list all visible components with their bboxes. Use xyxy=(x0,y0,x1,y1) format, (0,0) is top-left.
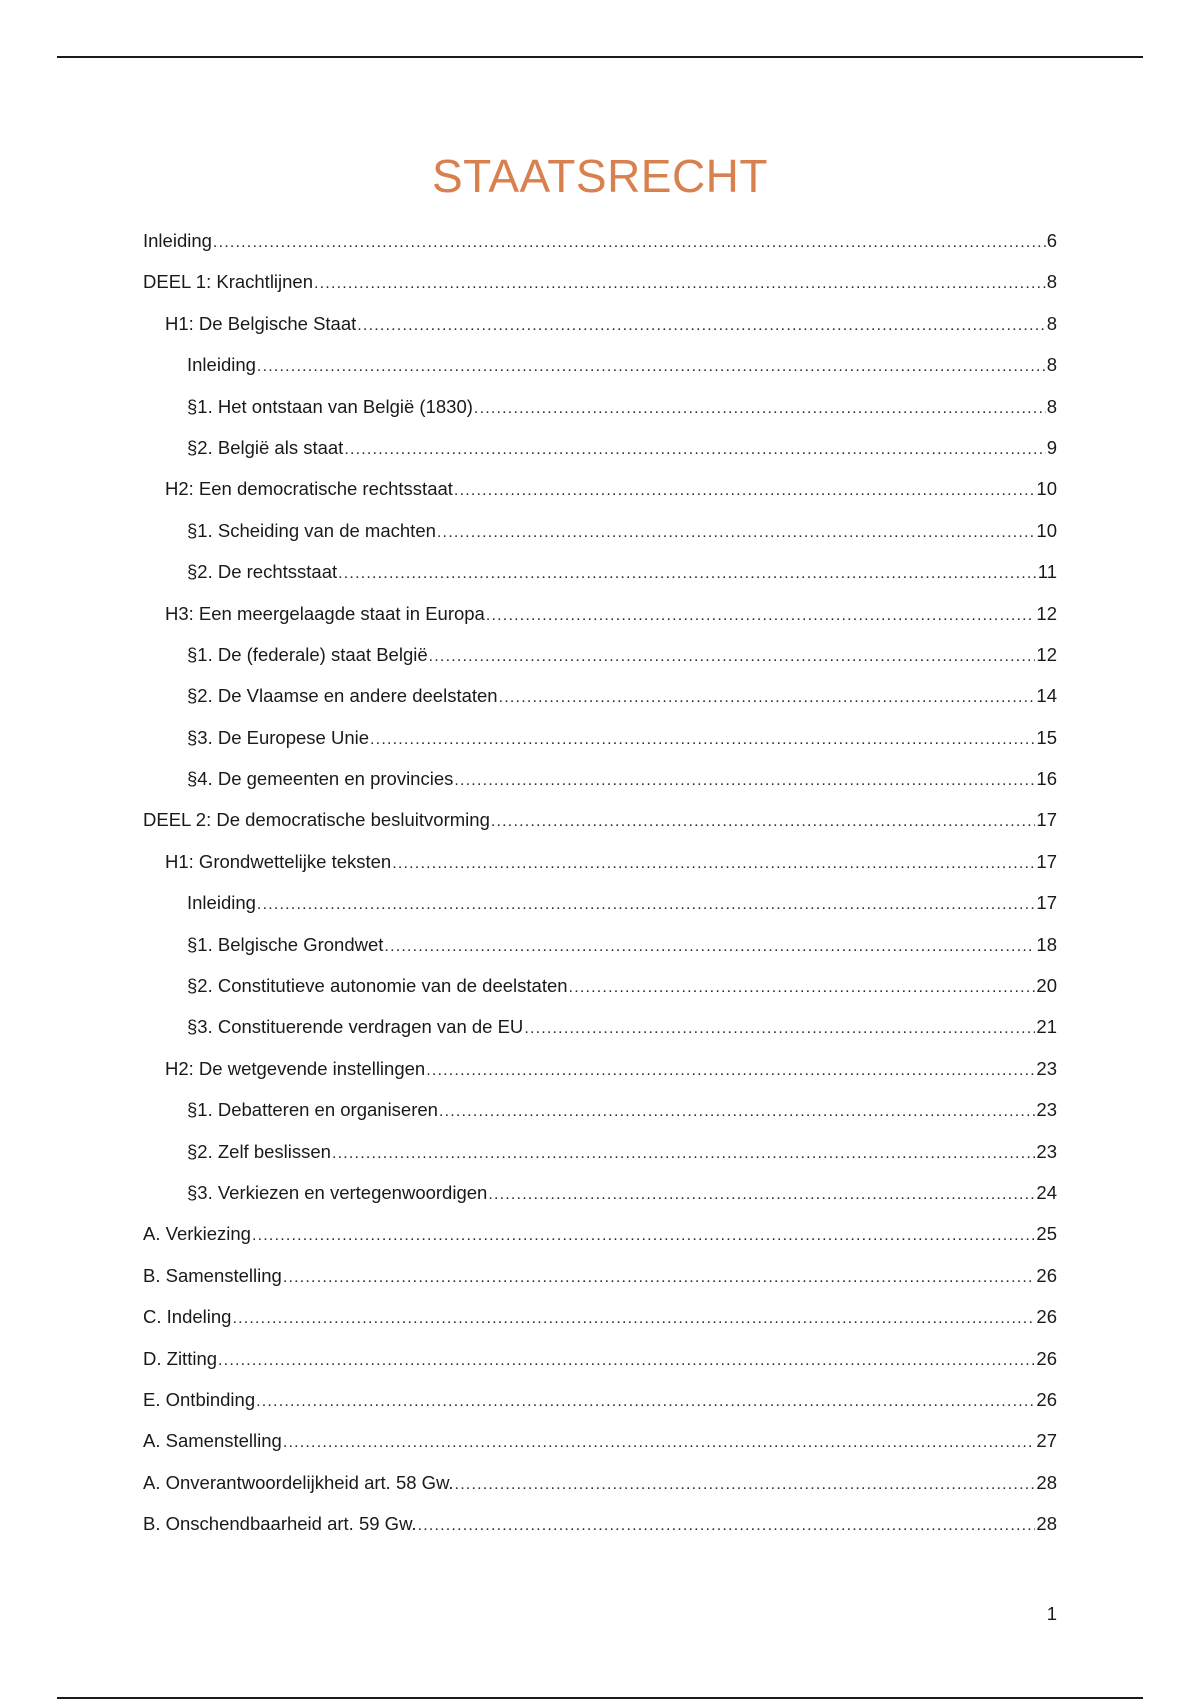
toc-entry-page: 15 xyxy=(1036,726,1057,748)
toc-entry-label: H3: Een meergelaagde staat in Europa xyxy=(165,602,485,624)
toc-entry[interactable] xyxy=(143,599,1057,640)
toc-entry-label: §2. De rechtsstaat xyxy=(187,561,338,583)
toc-entry[interactable] xyxy=(143,392,1057,433)
toc-dot-leader xyxy=(338,559,1037,589)
toc-entry-label: H1: De Belgische Staat xyxy=(165,312,357,334)
toc-entry-label: H1: Grondwettelijke teksten xyxy=(165,850,392,872)
toc-dot-leader xyxy=(454,766,1035,796)
toc-entry-page: 12 xyxy=(1036,643,1057,665)
toc-entry-page: 26 xyxy=(1036,1264,1057,1286)
toc-entry-page: 28 xyxy=(1036,1471,1057,1493)
toc-entry-page: 11 xyxy=(1037,561,1057,583)
toc-entry[interactable] xyxy=(143,1344,1057,1385)
toc-entry-page: 8 xyxy=(1046,395,1057,417)
toc-entry-label: §1. Debatteren en organiseren xyxy=(187,1099,438,1121)
toc-dot-leader xyxy=(499,683,1036,713)
toc-dot-leader xyxy=(357,311,1045,341)
toc-entry-label: H2: Een democratische rechtsstaat xyxy=(165,478,453,500)
toc-dot-leader xyxy=(392,849,1035,879)
toc-entry-label: Inleiding xyxy=(143,230,212,251)
toc-dot-leader xyxy=(491,807,1036,837)
toc-entry-page: 14 xyxy=(1036,685,1057,707)
toc-entry-page: 23 xyxy=(1036,1057,1057,1079)
toc-entry-page: 26 xyxy=(1036,1388,1057,1410)
toc-dot-leader xyxy=(283,1263,1036,1293)
toc-entry-label: §1. Scheiding van de machten xyxy=(187,519,436,541)
toc-dot-leader xyxy=(283,1428,1036,1458)
toc-entry-label: C. Indeling xyxy=(143,1306,232,1328)
toc-entry-label: §1. De (federale) staat België xyxy=(187,643,428,665)
header-rule xyxy=(57,56,1143,58)
toc-entry[interactable] xyxy=(143,267,1057,308)
toc-entry-label: B. Samenstelling xyxy=(143,1264,282,1286)
toc-entry-label: H2: De wetgevende instellingen xyxy=(165,1057,426,1079)
toc-entry-label: §2. Constitutieve autonomie van de deelstaten xyxy=(187,975,568,997)
toc-entry-label: A. Onverantwoordelijkheid art. 58 Gw. xyxy=(143,1471,454,1493)
toc-dot-leader xyxy=(426,1056,1035,1086)
toc-entry[interactable] xyxy=(143,1219,1057,1260)
toc-dot-leader xyxy=(474,394,1046,424)
toc-entry[interactable] xyxy=(143,681,1057,722)
toc-entry-page: 12 xyxy=(1036,602,1057,624)
toc-entry-page: 9 xyxy=(1046,436,1057,458)
toc-entry-page: 16 xyxy=(1036,768,1057,790)
toc-entry-page: 10 xyxy=(1036,519,1057,541)
toc-dot-leader xyxy=(314,269,1046,299)
toc-entry[interactable] xyxy=(143,433,1057,474)
toc-entry[interactable] xyxy=(143,474,1057,515)
toc-entry-page: 6 xyxy=(1046,230,1057,251)
toc-entry-label: DEEL 1: Krachtlijnen xyxy=(143,271,314,293)
toc-dot-leader xyxy=(437,518,1036,548)
toc-entry-page: 8 xyxy=(1046,271,1057,293)
toc-entry-label: A. Verkiezing xyxy=(143,1223,251,1245)
toc-dot-leader xyxy=(252,1221,1035,1251)
toc-entry-page: 18 xyxy=(1036,933,1057,955)
toc-dot-leader xyxy=(384,932,1035,962)
toc-entry-label: B. Onschendbaarheid art. 59 Gw. xyxy=(143,1513,417,1535)
toc-entry-page: 17 xyxy=(1036,809,1057,831)
toc-entry-page: 8 xyxy=(1046,354,1057,376)
toc-entry-label: §4. De gemeenten en provincies xyxy=(187,768,454,790)
toc-dot-leader xyxy=(524,1014,1035,1044)
toc-entry[interactable] xyxy=(143,930,1057,971)
toc-entry-page: 23 xyxy=(1036,1140,1057,1162)
toc-entry[interactable] xyxy=(143,888,1057,929)
toc-entry[interactable] xyxy=(143,226,1057,267)
toc-entry[interactable] xyxy=(143,516,1057,557)
toc-entry-page: 27 xyxy=(1036,1430,1057,1452)
toc-entry[interactable] xyxy=(143,1012,1057,1053)
toc-entry[interactable] xyxy=(143,1095,1057,1136)
toc-dot-leader xyxy=(256,1387,1035,1417)
toc-entry[interactable] xyxy=(143,847,1057,888)
toc-entry[interactable] xyxy=(143,1054,1057,1095)
toc-dot-leader xyxy=(344,435,1045,465)
toc-entry-label: §2. Zelf beslissen xyxy=(187,1140,331,1162)
toc-entry[interactable] xyxy=(143,805,1057,846)
toc-entry[interactable] xyxy=(143,971,1057,1012)
toc-entry[interactable] xyxy=(143,557,1057,598)
toc-entry-label: E. Ontbinding xyxy=(143,1388,256,1410)
footer-rule xyxy=(57,1697,1143,1699)
toc-dot-leader xyxy=(488,1180,1035,1210)
toc-entry[interactable] xyxy=(143,1426,1057,1467)
toc-entry[interactable] xyxy=(143,309,1057,350)
toc-entry-page: 17 xyxy=(1036,850,1057,872)
toc-entry[interactable] xyxy=(143,1468,1057,1509)
toc-entry[interactable] xyxy=(143,1385,1057,1426)
toc-entry-label: A. Samenstelling xyxy=(143,1430,282,1452)
toc-entry-page: 21 xyxy=(1036,1016,1057,1038)
toc-dot-leader xyxy=(218,1346,1035,1376)
toc-entry-page: 26 xyxy=(1036,1306,1057,1328)
toc-dot-leader xyxy=(455,1470,1036,1500)
toc-entry-page: 26 xyxy=(1036,1347,1057,1369)
document-title: STAATSRECHT xyxy=(431,150,769,202)
page-number: 1 xyxy=(1046,1603,1057,1624)
toc-dot-leader xyxy=(486,601,1036,631)
toc-entry[interactable] xyxy=(143,350,1057,391)
toc-entry-label: §1. Het ontstaan van België (1830) xyxy=(187,395,473,417)
toc-dot-leader xyxy=(213,228,1046,258)
toc-entry[interactable] xyxy=(143,723,1057,764)
toc-entry[interactable] xyxy=(143,640,1057,681)
toc-dot-leader xyxy=(332,1139,1035,1169)
toc-entry[interactable] xyxy=(143,1261,1057,1302)
toc-entry-label: §3. De Europese Unie xyxy=(187,726,370,748)
toc-dot-leader xyxy=(257,890,1036,920)
toc-entry[interactable] xyxy=(143,1302,1057,1343)
toc-entry-page: 17 xyxy=(1036,892,1057,914)
toc-dot-leader xyxy=(454,476,1036,506)
toc-entry-label: Inleiding xyxy=(187,354,256,376)
toc-entry-label: §1. Belgische Grondwet xyxy=(187,933,384,955)
toc-entry-page: 23 xyxy=(1036,1099,1057,1121)
toc-entry-label: §2. De Vlaamse en andere deelstaten xyxy=(187,685,498,707)
toc-entry-page: 25 xyxy=(1036,1223,1057,1245)
toc-dot-leader xyxy=(232,1304,1035,1334)
toc-entry-page: 10 xyxy=(1036,478,1057,500)
toc-entry-page: 24 xyxy=(1036,1181,1057,1203)
toc-dot-leader xyxy=(257,352,1046,382)
table-of-contents xyxy=(143,226,1057,1551)
toc-dot-leader xyxy=(370,725,1035,755)
toc-entry[interactable] xyxy=(143,1137,1057,1178)
toc-entry[interactable] xyxy=(143,1509,1057,1550)
toc-entry-label: Inleiding xyxy=(187,892,256,914)
toc-entry-label: DEEL 2: De democratische besluitvorming xyxy=(143,809,490,831)
toc-dot-leader xyxy=(569,973,1036,1003)
toc-entry[interactable] xyxy=(143,764,1057,805)
toc-entry-page: 8 xyxy=(1046,312,1057,334)
toc-dot-leader xyxy=(439,1097,1035,1127)
toc-entry-label: §3. Constituerende verdragen van de EU xyxy=(187,1016,524,1038)
toc-dot-leader xyxy=(418,1511,1036,1541)
toc-entry-page: 20 xyxy=(1036,975,1057,997)
toc-dot-leader xyxy=(429,642,1036,672)
toc-entry-label: §2. België als staat xyxy=(187,436,344,458)
toc-entry-page: 28 xyxy=(1036,1513,1057,1535)
toc-entry-label: §3. Verkiezen en vertegenwoordigen xyxy=(187,1181,488,1203)
toc-entry-label: D. Zitting xyxy=(143,1347,218,1369)
toc-entry[interactable] xyxy=(143,1178,1057,1219)
